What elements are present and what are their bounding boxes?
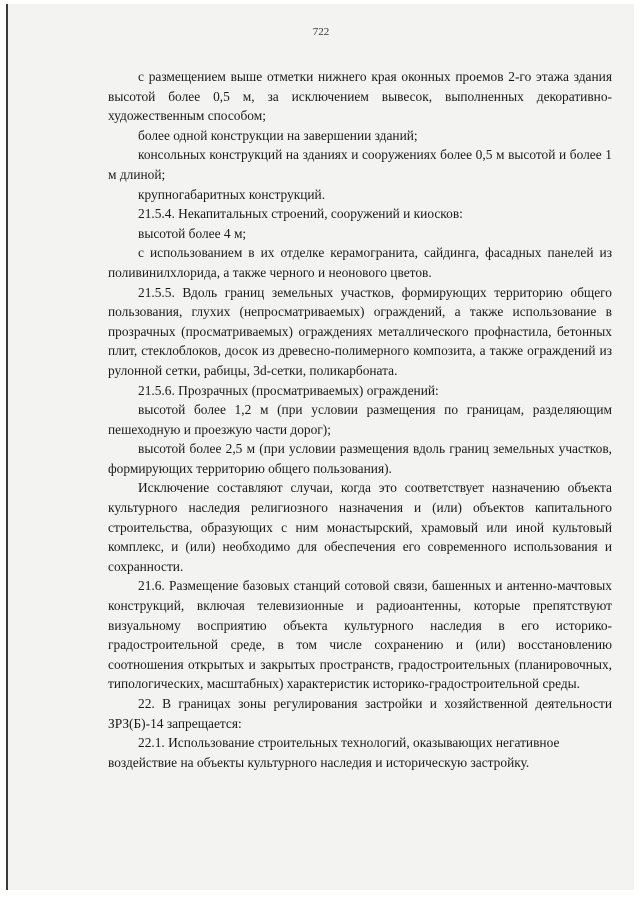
paragraph-12: Исключение составляют случаи, когда это соответствует назначению объекта культурного наследия религиозного назначения и (или) объектов капитального строительства, образующих с ним монастырский, храмовый или иной культовый комплекс, и (или) необходимо для обеспечения его современного использования и сохранности.: [108, 480, 612, 574]
page-number: 722: [312, 26, 330, 38]
paragraph-14: 22. В границах зоны регулирования застройки и хозяйственной деятельности ЗРЗ(Б)-14 запрещается:: [108, 696, 612, 731]
paragraph-7: с использованием в их отделке керамогранита, сайдинга, фасадных панелей из поливинилхлорида, а также черного и неонового цветов.: [108, 245, 612, 280]
paragraph-6: высотой более 4 м;: [138, 225, 247, 241]
paragraph-3: консольных конструкций на зданиях и сооружениях более 0,5 м высотой и более 1 м длиной;: [108, 147, 612, 182]
paragraph-11: высотой более 2,5 м (при условии размещения вдоль границ земельных участков, формирующих территорию общего пользования).: [108, 441, 612, 476]
document-body: [108, 67, 612, 772]
paragraph-4: крупногабаритных конструкций.: [138, 186, 326, 202]
paragraph-10: высотой более 1,2 м (при условии размещения по границам, разделяющим пешеходную и проезжую части дорог);: [108, 402, 612, 437]
paragraph-2: более одной конструкции на завершении зданий;: [138, 127, 418, 143]
document-page: [6, 4, 634, 890]
paragraph-5: 21.5.4. Некапитальных строений, сооружений и киосков:: [138, 206, 463, 222]
paragraph-13: 21.6. Размещение базовых станций сотовой связи, башенных и антенно-мачтовых конструкций, включая телевизионные и радиоантенны, которые препятствуют визуальному восприятию объекта культурного наследия в его историко-градостроительной среде, в том числе сохранению и (или) восстановлению соотношения открытых и закрытых пространств, градостроительных (планировочных, типологических, масштабных) характеристик историко-градостроительной среды.: [108, 578, 612, 692]
paragraph-9: 21.5.6. Прозрачных (просматриваемых) ограждений:: [138, 382, 439, 398]
paragraph-8: 21.5.5. Вдоль границ земельных участков, формирующих территорию общего пользования, глухих (непросматриваемых) ограждений, а также использование в прозрачных (просматриваемых) ограждениях металлического профнастила, бетонных плит, стеклоблоков, досок из древесно-полимерного композита, а также ограждений из рулонной сетки, рабицы, 3d-сетки, поликарбоната.: [108, 284, 612, 378]
paragraph-1: с размещением выше отметки нижнего края оконных проемов 2-го этажа здания высотой более 0,5 м, за исключением вывесок, выполненных декоративно-художественным способом;: [108, 69, 612, 124]
paragraph-15: 22.1. Использование строительных технологий, оказывающих негативное воздействие на объекты культурного наследия и историческую застройку.: [108, 735, 560, 770]
